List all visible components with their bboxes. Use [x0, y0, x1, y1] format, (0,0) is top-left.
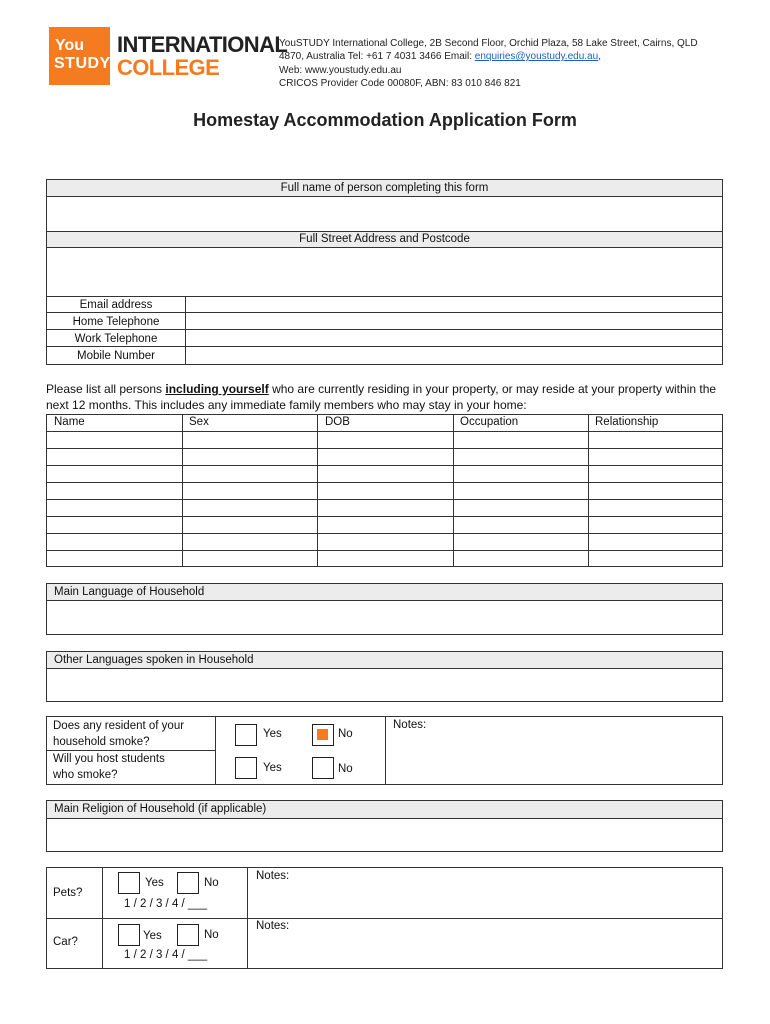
person-cell[interactable] — [318, 517, 453, 533]
main-language-field[interactable] — [47, 601, 722, 634]
person-cell[interactable] — [183, 534, 317, 550]
person-cell[interactable] — [589, 432, 721, 448]
college-logo — [49, 27, 288, 85]
smoke-question-line1: Does any resident of your — [53, 720, 185, 732]
religion-field[interactable] — [47, 819, 722, 851]
host-smokers-line1: Will you host students — [53, 753, 165, 765]
car-yes-checkbox[interactable] — [118, 924, 140, 946]
person-cell[interactable] — [47, 500, 182, 516]
contact-web: Web: www.youstudy.edu.au — [279, 64, 402, 76]
host-smokers-yes-checkbox[interactable] — [235, 757, 257, 779]
person-cell[interactable] — [47, 551, 182, 566]
person-cell[interactable] — [454, 500, 588, 516]
host-smokers-line2: who smoke? — [53, 768, 118, 781]
religion-label: Main Religion of Household (if applicable) — [47, 801, 722, 819]
divider — [102, 868, 103, 968]
person-cell[interactable] — [318, 466, 453, 482]
contact-tel: 4870, Australia Tel: +61 7 4031 3466 Email: — [279, 51, 475, 63]
main-language-table — [46, 583, 723, 635]
person-cell[interactable] — [589, 483, 721, 499]
car-count[interactable]: 1 / 2 / 3 / 4 / ___ — [124, 949, 208, 961]
other-languages-field[interactable] — [47, 669, 722, 701]
car-no-checkbox[interactable] — [177, 924, 199, 946]
smoke-no-checkbox[interactable] — [312, 724, 334, 746]
main-language-label: Main Language of Household — [47, 584, 722, 601]
pets-yes-checkbox[interactable] — [118, 872, 140, 894]
car-notes-label: Notes: — [256, 920, 290, 932]
person-cell[interactable] — [47, 483, 182, 499]
pets-car-table — [46, 867, 723, 969]
household-persons-table — [46, 414, 723, 567]
person-cell[interactable] — [47, 449, 182, 465]
smoke-notes-label: Notes: — [393, 719, 427, 731]
smoke-yes-label: Yes — [263, 728, 282, 740]
person-cell[interactable] — [183, 517, 317, 533]
person-cell[interactable] — [454, 483, 588, 499]
car-no-label: No — [204, 929, 219, 941]
contact-comma: , — [598, 51, 601, 63]
smoke-question-line2: household smoke? — [53, 735, 150, 748]
work-telephone-field[interactable] — [186, 331, 722, 347]
person-cell[interactable] — [454, 551, 588, 566]
religion-table — [46, 800, 723, 852]
person-cell[interactable] — [183, 500, 317, 516]
pets-label: Pets? — [53, 887, 83, 899]
divider — [47, 750, 216, 751]
email-field[interactable] — [186, 297, 722, 313]
intro-text-rest: who are currently residing in your property, or may reside at your property within the next 12 months. This includes any immediate family members who may stay in your home: — [46, 382, 717, 412]
person-cell[interactable] — [454, 432, 588, 448]
host-smokers-question — [53, 752, 165, 783]
car-label: Car? — [53, 936, 78, 948]
car-yes-label: Yes — [143, 930, 162, 942]
person-cell[interactable] — [589, 517, 721, 533]
persons-intro — [46, 381, 736, 413]
person-cell[interactable] — [183, 432, 317, 448]
host-smokers-no-checkbox[interactable] — [312, 757, 334, 779]
mobile-number-field[interactable] — [186, 348, 722, 364]
divider — [47, 918, 722, 919]
logo-text-study: STUDY — [54, 55, 111, 72]
person-cell[interactable] — [318, 534, 453, 550]
person-cell[interactable] — [47, 466, 182, 482]
intro-emphasis: including yourself — [165, 382, 269, 396]
person-cell[interactable] — [183, 483, 317, 499]
person-cell[interactable] — [47, 534, 182, 550]
column-header-sex: Sex — [189, 416, 209, 428]
contact-tel-email — [279, 50, 698, 63]
pets-notes-field[interactable] — [248, 884, 722, 918]
person-cell[interactable] — [183, 551, 317, 566]
home-telephone-label: Home Telephone — [47, 314, 185, 330]
pets-no-label: No — [204, 877, 219, 889]
address-header: Full Street Address and Postcode — [47, 231, 722, 248]
logo-text-you: You — [55, 37, 85, 54]
pets-notes-label: Notes: — [256, 870, 290, 882]
other-languages-table — [46, 651, 723, 702]
smoke-question — [53, 719, 184, 750]
contact-email-link[interactable]: enquiries@youstudy.edu.au — [474, 51, 599, 63]
person-cell[interactable] — [318, 551, 453, 566]
person-cell[interactable] — [183, 466, 317, 482]
person-cell[interactable] — [47, 432, 182, 448]
person-cell[interactable] — [454, 449, 588, 465]
person-cell[interactable] — [318, 449, 453, 465]
logo-international: INTERNATIONAL — [117, 32, 288, 57]
person-cell[interactable] — [454, 517, 588, 533]
pets-count[interactable]: 1 / 2 / 3 / 4 / ___ — [124, 898, 208, 910]
host-smokers-yes-label: Yes — [263, 762, 282, 774]
person-cell[interactable] — [454, 534, 588, 550]
pets-yes-label: Yes — [145, 877, 164, 889]
form-title: Homestay Accommodation Application Form — [193, 110, 577, 130]
address-field[interactable] — [47, 248, 722, 296]
email-label: Email address — [47, 297, 185, 313]
column-header-relationship: Relationship — [595, 416, 659, 428]
applicant-details-table — [46, 179, 723, 365]
intro-text: Please list all persons — [46, 382, 166, 396]
mobile-number-label: Mobile Number — [77, 350, 155, 362]
divider — [215, 717, 216, 784]
person-cell[interactable] — [589, 551, 721, 566]
pets-no-checkbox[interactable] — [177, 872, 199, 894]
contact-address: YouSTUDY International College, 2B Second Floor, Orchid Plaza, 58 Lake Street, Cairns, QLD — [279, 38, 698, 49]
person-cell[interactable] — [454, 466, 588, 482]
column-header-name: Name — [54, 416, 85, 428]
person-cell[interactable] — [589, 466, 721, 482]
person-cell[interactable] — [183, 449, 317, 465]
work-telephone-label: Work Telephone — [47, 331, 185, 347]
column-header-dob: DOB — [325, 416, 350, 428]
full-name-field[interactable] — [47, 197, 722, 231]
home-telephone-field[interactable] — [186, 314, 722, 330]
person-cell[interactable] — [589, 534, 721, 550]
smoking-table — [46, 716, 723, 785]
person-cell[interactable] — [318, 483, 453, 499]
person-cell[interactable] — [589, 449, 721, 465]
person-cell[interactable] — [318, 432, 453, 448]
person-cell[interactable] — [47, 517, 182, 533]
person-cell[interactable] — [589, 500, 721, 516]
smoke-notes-field[interactable] — [386, 734, 722, 784]
other-languages-label: Other Languages spoken in Household — [47, 652, 722, 669]
logo-mark — [49, 27, 110, 85]
contact-cricos: CRICOS Provider Code 00080F, ABN: 83 010 846 821 — [279, 77, 521, 89]
logo-college: COLLEGE — [117, 55, 220, 80]
host-smokers-no-label: No — [338, 763, 353, 775]
person-cell[interactable] — [318, 500, 453, 516]
smoke-yes-checkbox[interactable] — [235, 724, 257, 746]
full-name-header: Full name of person completing this form — [47, 180, 722, 197]
column-header-occupation: Occupation — [460, 416, 519, 428]
smoke-no-label: No — [338, 728, 353, 740]
car-notes-field[interactable] — [248, 934, 722, 968]
contact-block — [279, 37, 698, 90]
